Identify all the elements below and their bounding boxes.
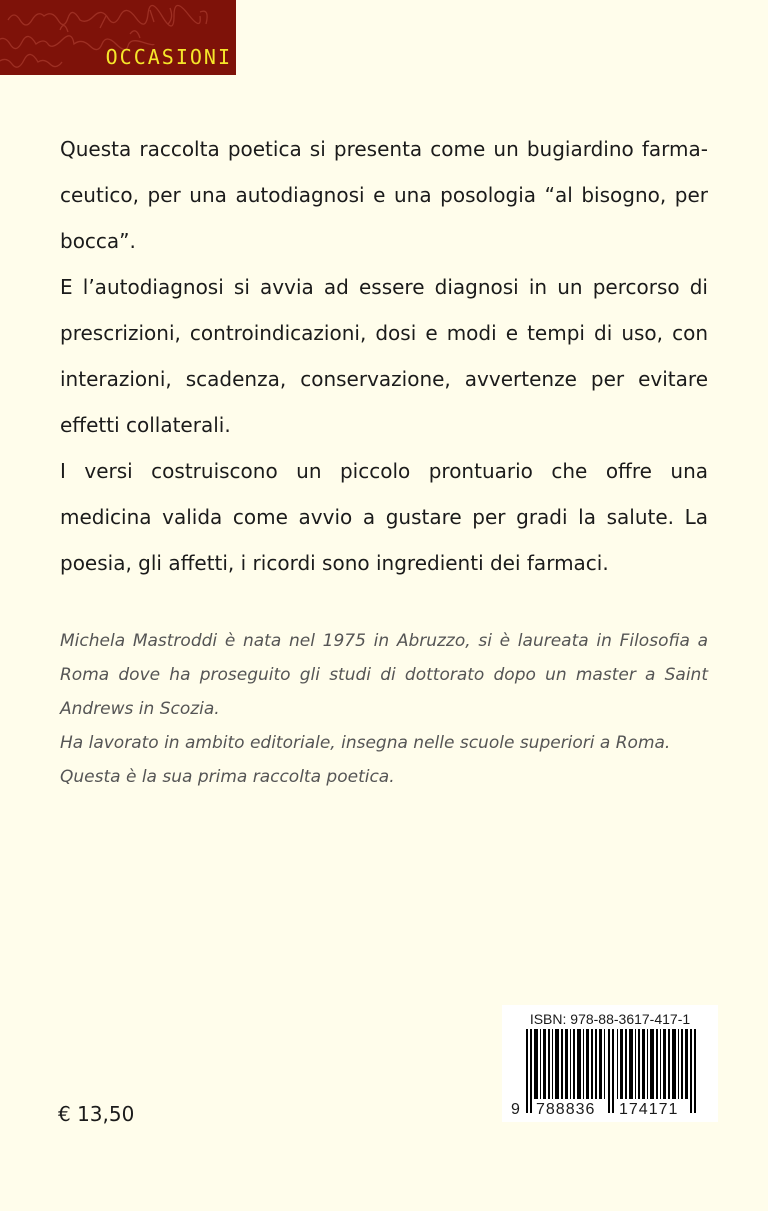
barcode-right-digits: 174171 [619,1101,679,1118]
price-label: € 13,50 [58,1102,135,1126]
bio-paragraph: Questa è la sua prima raccolta poetica. [60,767,395,787]
blurb-text [60,126,708,586]
bio-paragraph: Ha lavorato in ambito editoriale, insegna nelle scuole superiori a Roma. [60,733,671,753]
blurb-paragraph: Questa raccolta poetica si presenta come un bugiardino farmaceutico, per una autodiagnosi e una posologia “al bisogno, per bocca”. [60,137,708,253]
blurb-paragraph: I versi costruiscono un piccolo prontuario che offre una medicina valida come avvio a gustare per gradi la salute. La poesia, gli affetti, i ricordi sono ingredienti dei farmaci. [60,459,708,575]
bio-paragraph: Michela Mastroddi è nata nel 1975 in Abruzzo, si è laureata in Filosofia a Roma dove ha proseguito gli studi di dottorato dopo un master a Saint Andrews in Scozia. [60,631,708,719]
barcode [502,1005,718,1122]
series-label: OCCASIONI [105,45,232,69]
barcode-left-digits: 788836 [536,1101,596,1118]
barcode-lead-digit: 9 [511,1101,521,1118]
series-badge [0,0,236,75]
barcode-bars [502,1005,718,1122]
author-bio [60,624,708,794]
isbn-label: ISBN: 978-88-3617-417-1 [529,1011,691,1027]
blurb-paragraph: E l’autodiagnosi si avvia ad essere diagnosi in un percorso di prescrizioni, controindicazioni, dosi e modi e tempi di uso, con interazioni, scadenza, conservazione, avvertenze per evitare effetti collaterali. [60,275,708,437]
